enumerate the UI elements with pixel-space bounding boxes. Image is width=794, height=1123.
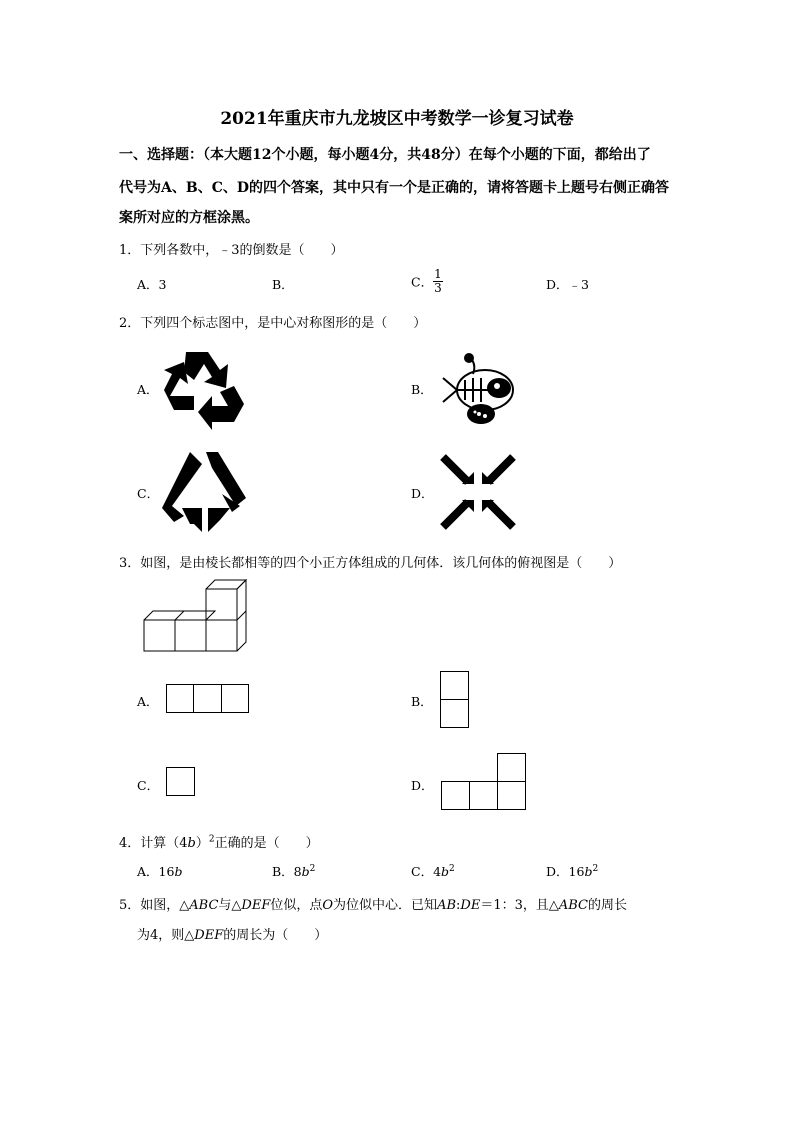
q3-option-d: D． [411, 778, 434, 793]
q5-var: O [322, 898, 334, 913]
question-2-stem: 2．下列四个标志图中，是中心对称图形的是（ ） [119, 316, 427, 331]
q4-option-c-var: b [441, 864, 450, 879]
inward-arrows-symbol-icon [440, 454, 516, 530]
q4-option-d [546, 862, 598, 880]
q5-var: ABC [189, 898, 219, 913]
q2-option-b: B． [411, 382, 433, 397]
q5-text: 为4，则△ [137, 928, 195, 943]
q3-option-a: A． [137, 694, 159, 709]
q5-text: 的周长为（ ） [223, 928, 328, 943]
recycle-symbol-icon [164, 348, 246, 426]
q4-stem-part: 4．计算（4 [119, 836, 188, 851]
question-4-stem [119, 832, 319, 851]
q3-option-c-view [166, 767, 196, 797]
q3-option-d-view [441, 753, 527, 811]
q4-option-c-exp: 2 [449, 863, 455, 874]
q5-text: 5．如图，△ [119, 898, 190, 913]
q4-option-b-var: b [301, 864, 310, 879]
q4-stem-exponent: 2 [208, 834, 215, 845]
q5-text: ＝1：3，且△ [480, 898, 559, 913]
question-3-stem: 3．如图，是由棱长都相等的四个小正方体组成的几何体．该几何体的俯视图是（ ） [119, 556, 622, 571]
q4-stem-var: b [187, 836, 196, 851]
q4-option-c-coef: C．4 [411, 864, 442, 879]
q4-option-b-coef: B．8 [272, 864, 302, 879]
q1-option-c-fraction [433, 268, 443, 295]
q4-stem-rest: 正确的是（ ） [214, 836, 319, 851]
q4-option-d-exp: 2 [592, 863, 599, 874]
q4-option-a-coef: A．16 [137, 864, 175, 879]
q1-option-c [411, 268, 443, 295]
q4-stem-paren: ） [195, 836, 209, 851]
q2-option-d: D． [411, 486, 434, 501]
cube-solid-figure [140, 578, 250, 654]
q1-option-c-label: C． [411, 274, 434, 290]
q5-var: ABC [558, 898, 589, 913]
section-heading-line2: 代号为A、B、C、D的四个答案，其中只有一个是正确的，请将答题卡上题号右侧正确答 [119, 180, 669, 196]
q4-option-b-exp: 2 [309, 863, 316, 874]
section-heading-line1: 一、选择题：（本大题12个小题，每小题4分，共48分）在每个小题的下面，都给出了 [119, 147, 651, 163]
q2-option-a: A． [137, 382, 159, 397]
section-heading-line3: 案所对应的方框涂黑。 [119, 210, 259, 226]
q4-option-d-coef: D．16 [546, 864, 585, 879]
q5-text: : [456, 898, 461, 913]
q3-option-b: B． [411, 694, 433, 709]
q1-option-d: D．﹣3 [546, 277, 589, 292]
q5-var: AB [437, 898, 457, 913]
q1-option-c-numerator: 1 [434, 267, 442, 281]
q4-option-a-var: b [174, 864, 183, 879]
q4-option-c [411, 862, 455, 880]
q5-text: 为位似中心．已知 [333, 898, 438, 913]
q3-option-a-view [166, 684, 250, 714]
q5-text: 与△ [218, 898, 242, 913]
q1-option-a: A．3 [137, 277, 167, 292]
q4-option-a [137, 862, 182, 880]
q4-option-d-var: b [584, 864, 593, 879]
q3-option-c: C． [137, 778, 160, 793]
question-5-line2 [137, 924, 327, 943]
triangle-arrows-symbol-icon [160, 450, 248, 532]
q5-text: 位似，点 [270, 898, 323, 913]
fish-skeleton-icon [433, 348, 525, 430]
q3-option-b-view [440, 671, 470, 729]
q5-var: DEF [241, 898, 271, 913]
q4-option-b [272, 862, 315, 880]
q5-var: DE [460, 898, 481, 913]
page-title: 2021年重庆市九龙坡区中考数学一诊复习试卷 [220, 109, 574, 129]
q1-option-c-denominator: 3 [434, 281, 442, 295]
q5-text: 的周长 [588, 898, 628, 913]
q2-option-c: C． [137, 486, 160, 501]
q5-var: DEF [194, 928, 224, 943]
q1-option-b: B． [272, 277, 294, 292]
question-1-stem: 1．下列各数中，﹣3的倒数是（ ） [119, 243, 344, 258]
question-5-line1 [119, 894, 627, 913]
